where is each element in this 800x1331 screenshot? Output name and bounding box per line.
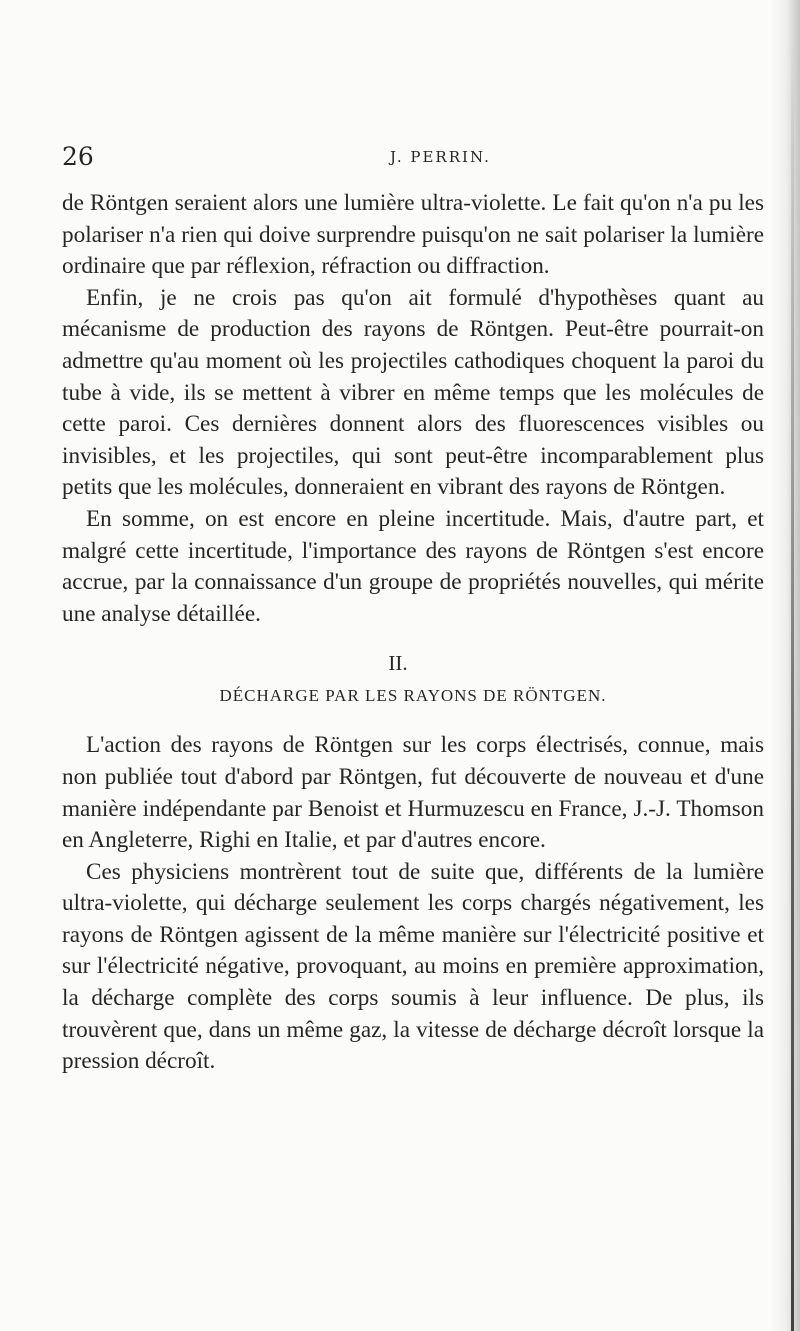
section-number: II.: [388, 651, 408, 676]
paragraph: Ces physiciens montrèrent tout de suite que, différents de la lumière ultra-violette, qui décharge seulement les corps chargés négativement, les rayons de Röntgen agissent de la même manière sur l'électricité positive et sur l'électricité négative, provoquant, au moins en première approximation, la décharge complète des corps soumis à leur influence. De plus, ils trouvèrent que, dans un même gaz, la vitesse de décharge décroît lorsque la pression décroît.: [62, 858, 764, 1075]
page-edge-line: [791, 40, 794, 1331]
paragraph-continued: de Röntgen seraient alors une lumière ultra-violette. Le fait qu'on n'a pu les polariser n'a rien qui doive surprendre puisqu'on ne sait polariser la lumière ordinaire que par réflexion, réfraction ou diffraction.: [62, 190, 764, 280]
page-number: 26: [62, 142, 94, 171]
section-title: DÉCHARGE PAR LES RAYONS DE RÖNTGEN.: [219, 686, 607, 706]
paragraph: Enfin, je ne crois pas qu'on ait formulé d'hypothèses quant au mécanisme de production des rayons de Röntgen. Peut-être pourrait-on admettre qu'au moment où les projectiles cathodiques choquent la paroi du tube à vide, ils se mettent à vibrer en même temps que les molécules de cette paroi. Ces dernières donnent alors des fluorescences visibles ou invisibles, et les projectiles, qui sont peut-être incomparablement plus petits que les molécules, donneraient en vibrant des rayons de Röntgen.: [62, 284, 764, 501]
body-text: [62, 188, 764, 1078]
paragraph: En somme, on est encore en pleine incertitude. Mais, d'autre part, et malgré cette incertitude, l'importance des rayons de Röntgen s'est encore accrue, par la connaissance d'un groupe de propriétés nouvelles, qui mérite une analyse détaillée.: [62, 505, 764, 627]
page-edge-shadow: [770, 0, 800, 1331]
paragraph: L'action des rayons de Röntgen sur les corps électrisés, connue, mais non publiée tout d'abord par Röntgen, fut découverte de nouveau et d'une manière indépendante par Benoist et Hurmuzescu en France, J.-J. Thomson en Angleterre, Righi en Italie, et par d'autres encore.: [62, 732, 764, 854]
running-head: J. PERRIN.: [390, 148, 491, 166]
page-header: [62, 142, 762, 172]
